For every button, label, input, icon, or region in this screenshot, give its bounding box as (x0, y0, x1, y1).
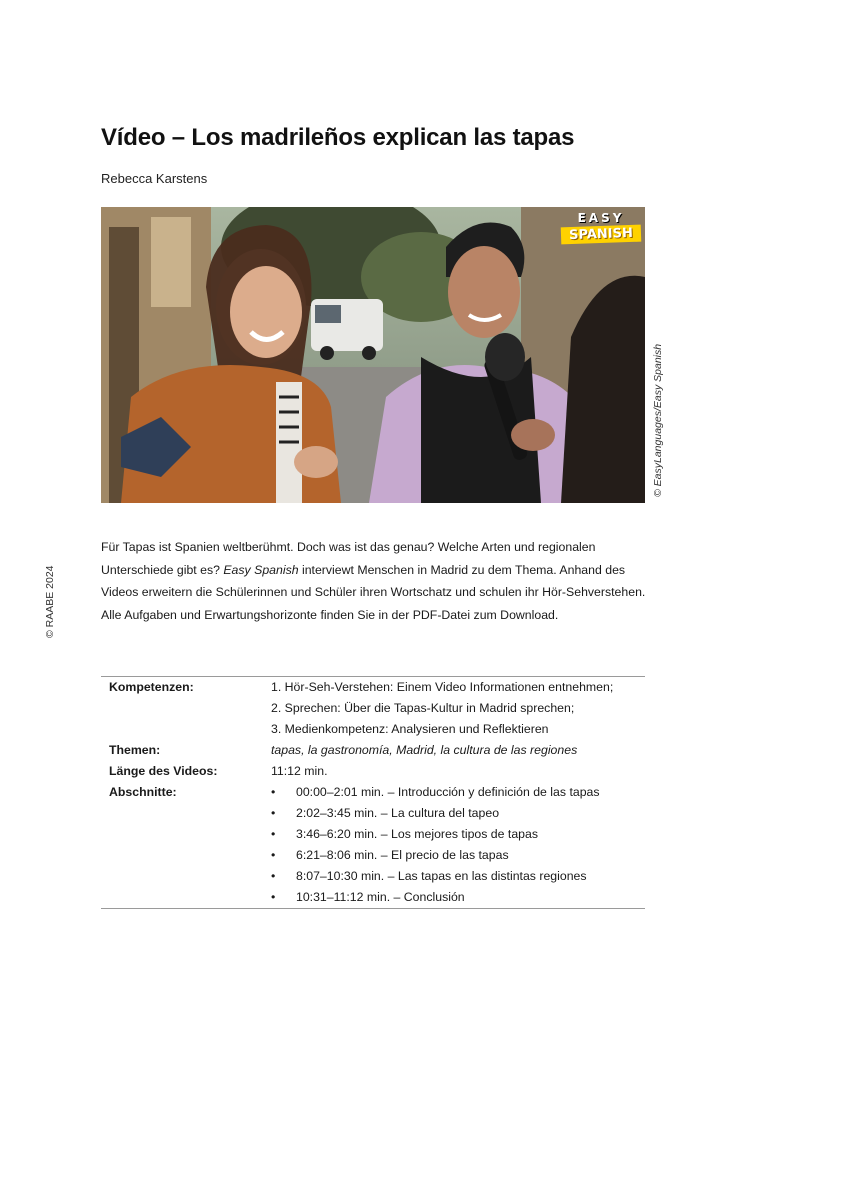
intro-text-2: interviewt Menschen in Madrid zu dem Thema. Anhand des Videos erweitern die Schülerinnen und Schüler ihren Wortschatz und schulen ihr Hör-Sehverstehen. Alle Aufgaben und Erwartungshorizonte finden Sie in der PDF-Datei zum Download. (101, 562, 646, 623)
themes-label: Themen: (109, 743, 161, 757)
bullet-icon (271, 845, 296, 866)
section-item (271, 782, 645, 803)
easy-spanish-logo (561, 212, 641, 243)
logo-text-top: EASY (577, 211, 625, 225)
bullet-icon (271, 803, 296, 824)
length-value: 11:12 min. (271, 764, 328, 778)
section-text: 2:02–3:45 min. – La cultura del tapeo (296, 806, 500, 820)
competences-row (101, 677, 645, 740)
sections-row (101, 782, 645, 908)
page-title: Vídeo – Los madrileños explican las tapas (101, 124, 575, 151)
competences-label: Kompetenzen: (109, 680, 194, 694)
intro-text-1: Für Tapas ist Spanien weltberühmt. Doch was ist das genau? Welche Arten und regionalen Unterschiede gibt es? (101, 540, 596, 577)
sections-label: Abschnitte: (109, 785, 177, 799)
info-table (101, 676, 645, 909)
section-item (271, 824, 645, 845)
length-row (101, 761, 645, 782)
side-copyright: © RAABE 2024 (44, 565, 56, 638)
intro-brand: Easy Spanish (223, 562, 299, 577)
competence-item: 3. Medienkompetenz: Analysieren und Reflektieren (271, 722, 549, 736)
intro-paragraph (101, 536, 646, 627)
competence-item: 1. Hör-Seh-Verstehen: Einem Video Informationen entnehmen; (271, 680, 614, 694)
themes-row (101, 740, 645, 761)
bullet-icon (271, 782, 296, 803)
bullet-icon (271, 866, 296, 887)
section-text: 6:21–8:06 min. – El precio de las tapas (296, 848, 509, 862)
section-text: 8:07–10:30 min. – Las tapas en las distintas regiones (296, 869, 587, 883)
logo-text-bottom: SPANISH (561, 225, 642, 245)
author-name: Rebecca Karstens (101, 171, 208, 186)
section-text: 3:46–6:20 min. – Los mejores tipos de tapas (296, 827, 538, 841)
section-text: 10:31–11:12 min. – Conclusión (296, 890, 465, 904)
section-item (271, 803, 645, 824)
section-item (271, 866, 645, 887)
section-item (271, 845, 645, 866)
image-credit: © EasyLanguages/Easy Spanish (652, 343, 664, 497)
sections-list (263, 782, 645, 908)
video-still (101, 207, 645, 503)
section-item (271, 887, 645, 908)
bullet-icon (271, 887, 296, 908)
competences-list (263, 677, 645, 740)
length-label: Länge des Videos: (109, 764, 218, 778)
themes-value: tapas, la gastronomía, Madrid, la cultura de las regiones (271, 743, 578, 757)
section-text: 00:00–2:01 min. – Introducción y definición de las tapas (296, 785, 600, 799)
street-interview-image (101, 207, 645, 503)
bullet-icon (271, 824, 296, 845)
competence-item: 2. Sprechen: Über die Tapas-Kultur in Madrid sprechen; (271, 701, 575, 715)
